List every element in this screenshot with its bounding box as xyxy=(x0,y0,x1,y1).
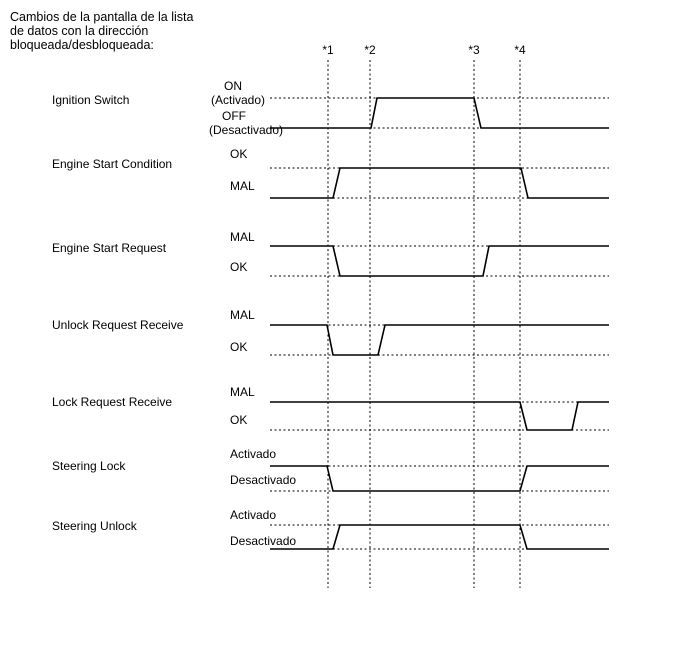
signal-2-waveform xyxy=(270,168,609,198)
signal-5-name: Lock Request Receive xyxy=(52,395,173,409)
signal-6-waveform xyxy=(270,466,609,491)
signal-7-waveform xyxy=(270,525,609,549)
signal-3-high-label-1: MAL xyxy=(230,230,255,244)
signal-1-high-label-2: (Activado) xyxy=(211,93,266,107)
signal-3-low-label-1: OK xyxy=(230,260,248,274)
signal-5-high-label-1: MAL xyxy=(230,385,255,399)
marker-label-4: *4 xyxy=(514,43,526,57)
signal-4-waveform xyxy=(270,325,609,355)
signal-1-high-label-1: ON xyxy=(224,79,242,93)
signal-3-waveform xyxy=(270,246,609,276)
signal-7-low-label-1: Desactivado xyxy=(230,534,297,548)
signal-2-low-label-1: MAL xyxy=(230,179,255,193)
signal-1-low-label-2: (Desactivado) xyxy=(209,123,284,137)
signal-2-name: Engine Start Condition xyxy=(52,157,173,171)
diagram-title-line-3: bloqueada/desbloqueada: xyxy=(10,38,154,52)
signal-1-low-label-1: OFF xyxy=(222,109,246,123)
signal-6-low-label-1: Desactivado xyxy=(230,473,297,487)
diagram-title-line-1: Cambios de la pantalla de la lista xyxy=(10,10,194,24)
signal-6-high-label-1: Activado xyxy=(230,447,277,461)
signal-1-waveform xyxy=(270,98,609,128)
signal-4-name: Unlock Request Receive xyxy=(52,318,184,332)
marker-label-2: *2 xyxy=(364,43,376,57)
signal-4-high-label-1: MAL xyxy=(230,308,255,322)
signal-2-high-label-1: OK xyxy=(230,147,248,161)
signal-5-waveform xyxy=(270,402,609,430)
signal-5-low-label-1: OK xyxy=(230,413,248,427)
marker-label-3: *3 xyxy=(468,43,480,57)
signal-6-name: Steering Lock xyxy=(52,459,126,473)
signal-1-name: Ignition Switch xyxy=(52,93,130,107)
signal-4-low-label-1: OK xyxy=(230,340,248,354)
diagram-title-line-2: de datos con la dirección xyxy=(10,24,149,38)
marker-label-1: *1 xyxy=(322,43,334,57)
signal-3-name: Engine Start Request xyxy=(52,241,167,255)
signal-7-name: Steering Unlock xyxy=(52,519,137,533)
signal-7-high-label-1: Activado xyxy=(230,508,277,522)
